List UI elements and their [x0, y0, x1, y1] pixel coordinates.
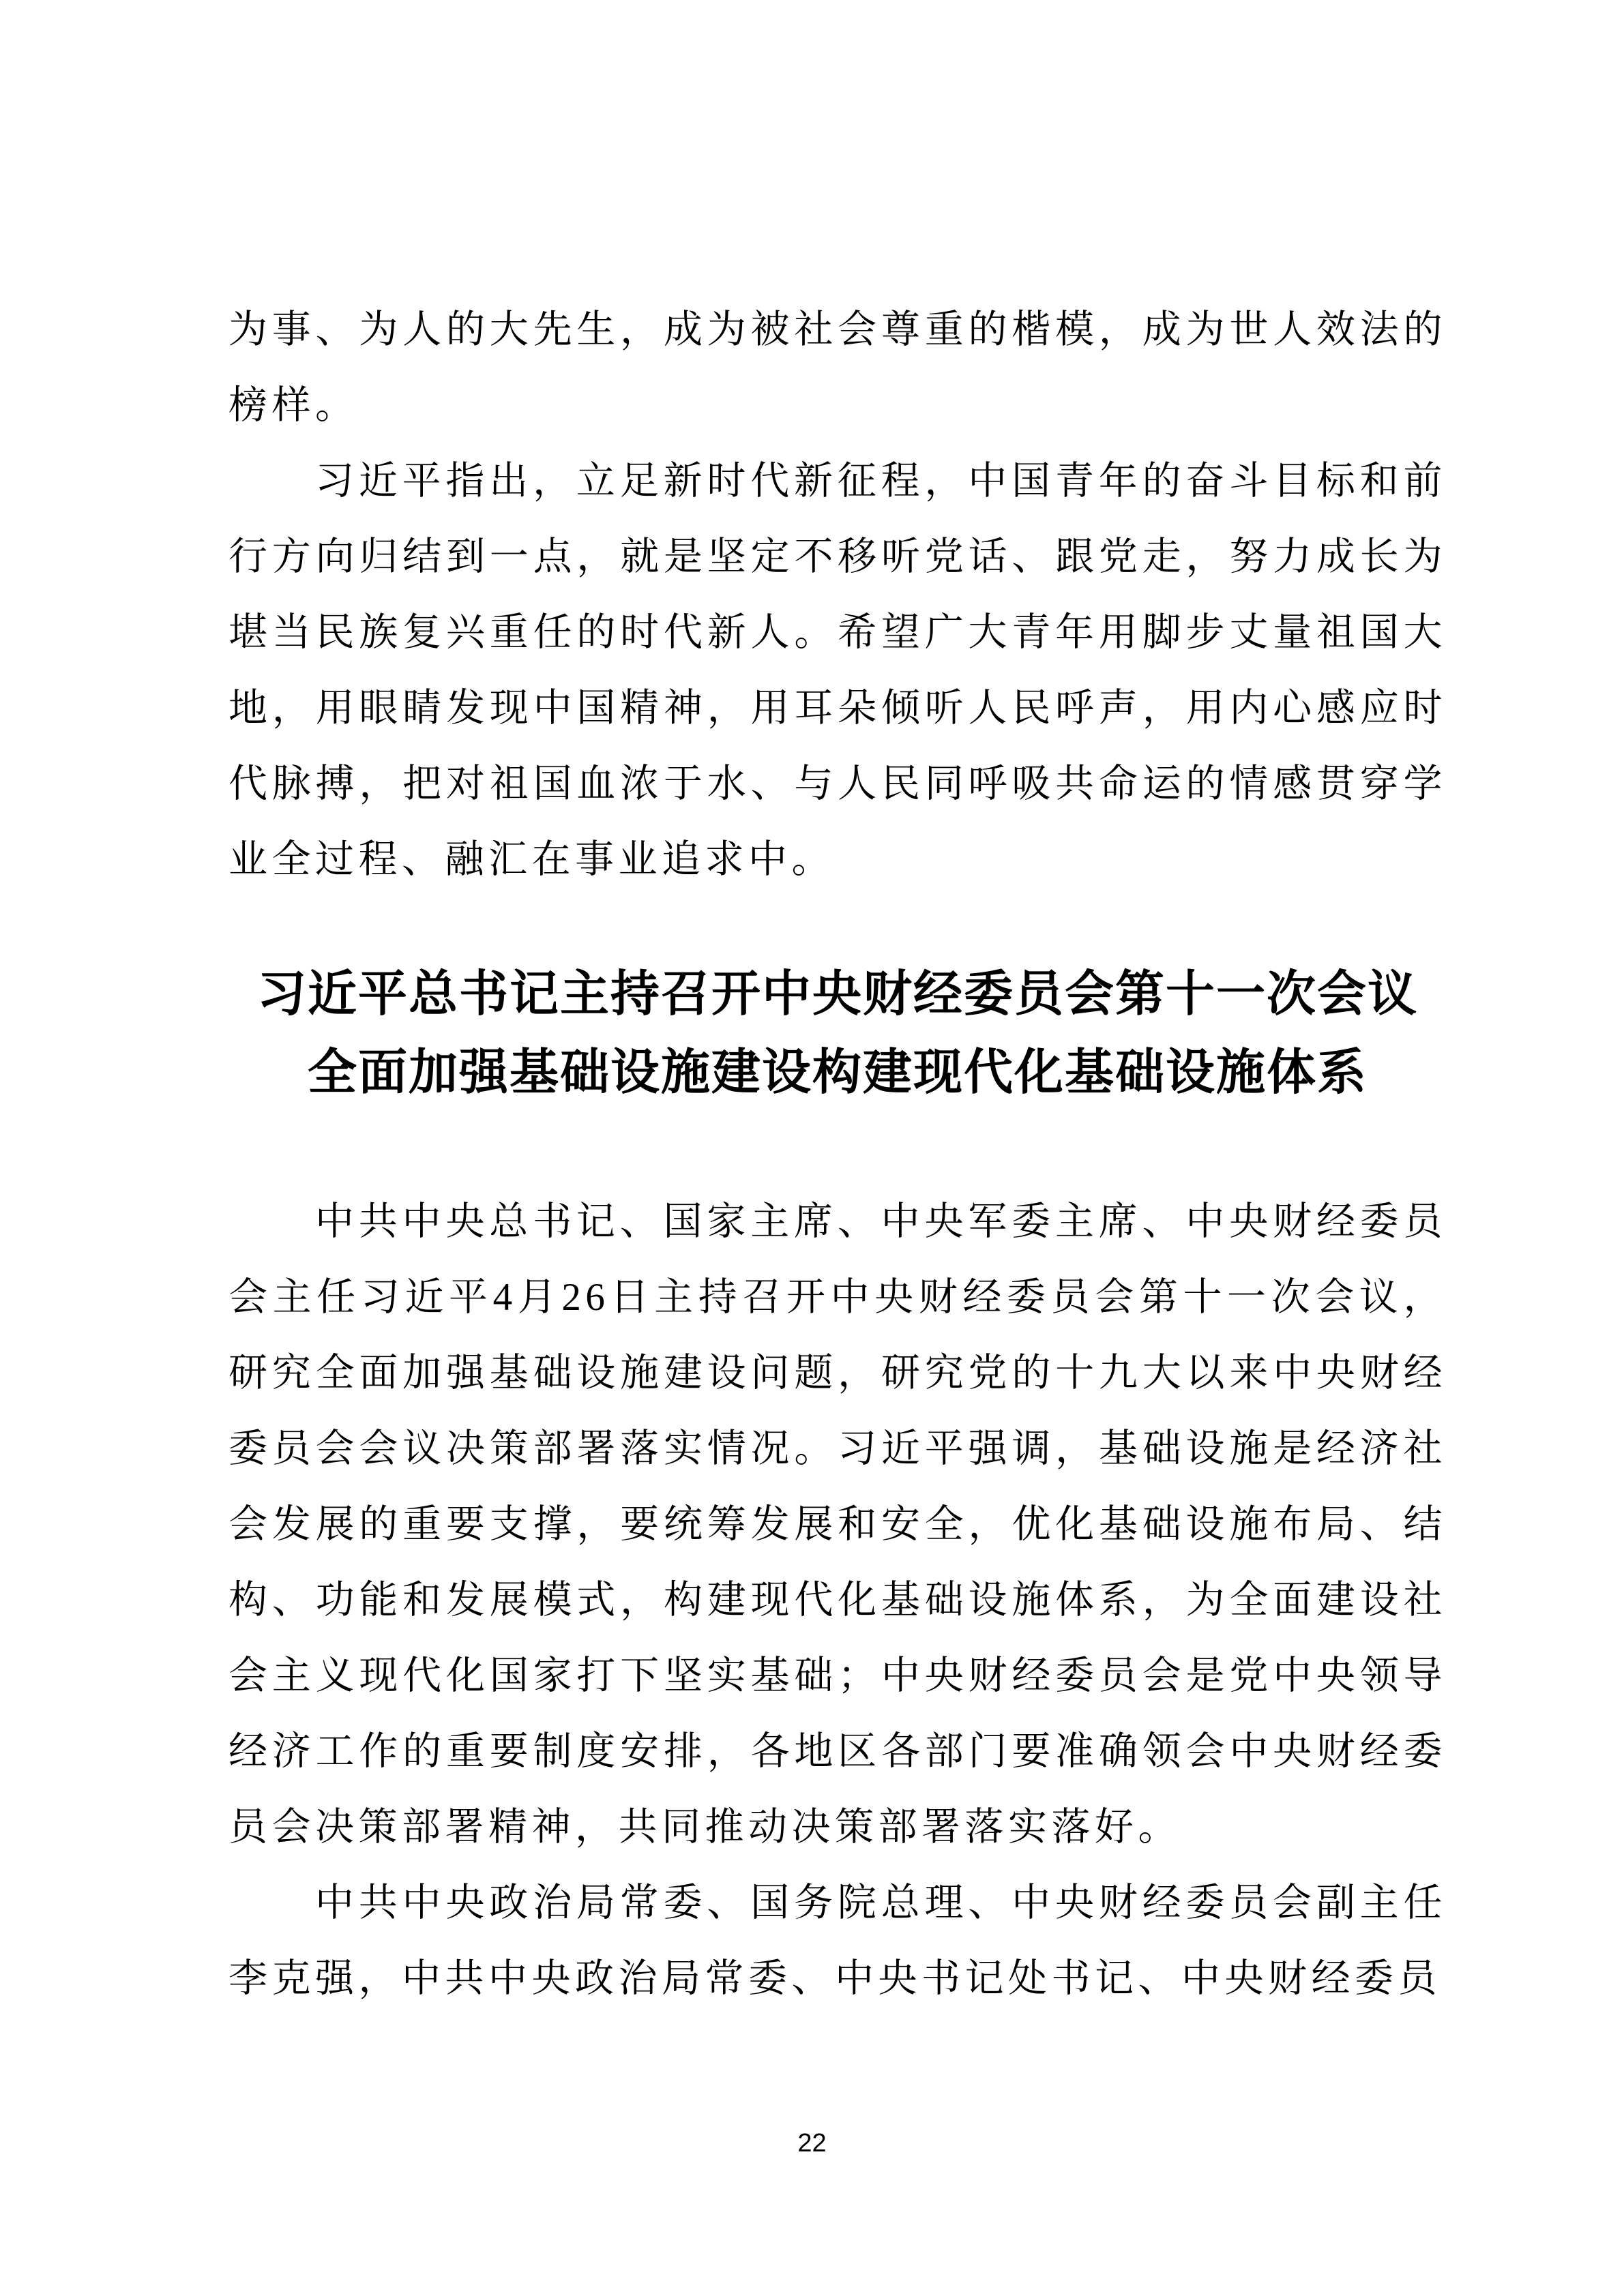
paragraph-continuation: 为事、为人的大先生，成为被社会尊重的楷模，成为世人效法的榜样。	[228, 308, 1447, 427]
heading-line-1: 习近平总书记主持召开中央财经委员会第十一次会议	[256, 967, 1418, 1022]
paragraph-xi-on-youth: 习近平指出，立足新时代新征程，中国青年的奋斗目标和前行方向归结到一点，就是坚定不移听党话、跟党走，努力成长为堪当民族复兴重任的时代新人。希望广大青年用脚步丈量祖国大地，用眼睛发现中国精神，用耳朵倾听人民呼声，用内心感应时代脉搏，把对祖国血浓于水、与人民同呼吸共命运的情感贯穿学业全过程、融汇在事业追求中。	[228, 460, 1447, 881]
page-content	[228, 0, 1447, 2016]
heading-line-2: 全面加强基础设施建设构建现代化基础设施体系	[307, 1045, 1368, 1100]
section-heading	[228, 955, 1447, 1112]
page-number: 22	[797, 2129, 827, 2158]
paragraph-attendees: 中共中央政治局常委、国务院总理、中央财经委员会副主任李克强，中共中央政治局常委、中央书记处书记、中央财经委员	[228, 1881, 1447, 2000]
paragraph-meeting-body: 中共中央总书记、国家主席、中央军委主席、中央财经委员会主任习近平4月26日主持召开中央财经委员会第十一次会议，研究全面加强基础设施建设问题，研究党的十九大以来中央财经委员会会议决策部署落实情况。习近平强调，基础设施是经济社会发展的重要支撑，要统筹发展和安全，优化基础设施布局、结构、功能和发展模式，构建现代化基础设施体系，为全面建设社会主义现代化国家打下坚实基础；中央财经委员会是党中央领导经济工作的重要制度安排，各地区各部门要准确领会中央财经委员会决策部署精神，共同推动决策部署落实落好。	[228, 1200, 1447, 1849]
